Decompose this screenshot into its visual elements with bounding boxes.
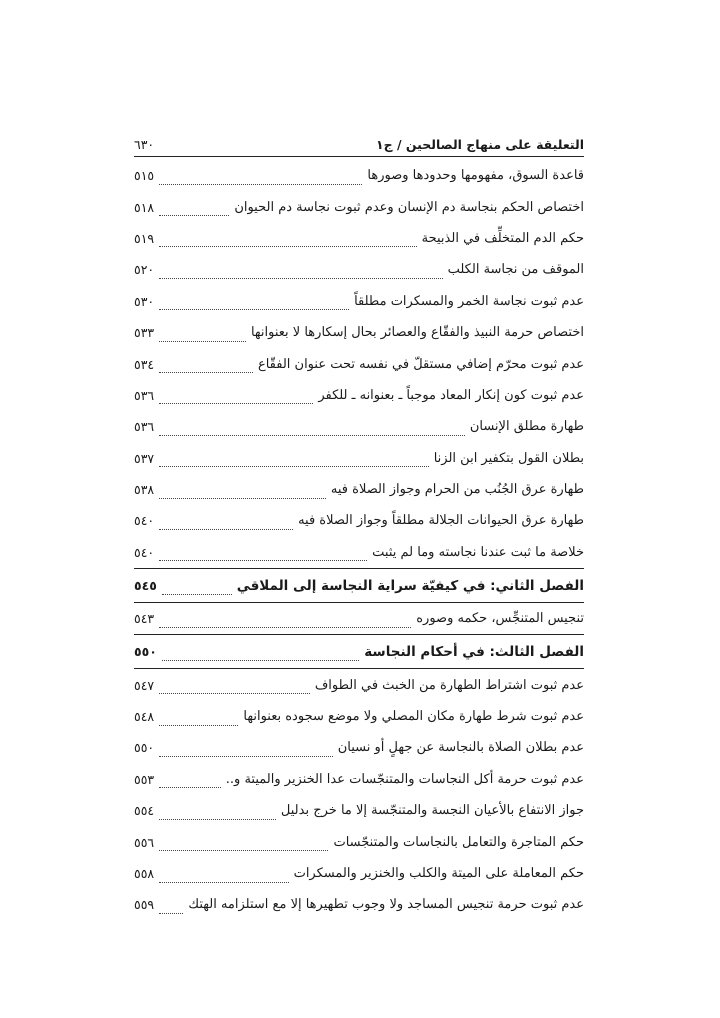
entry-page-number: ٥٣٧ [134,450,155,466]
entry-page-number: ٥٤٣ [134,611,155,627]
toc-entry [134,669,584,700]
toc-entry [134,505,584,536]
entry-page-number: ٥٥٨ [134,866,155,881]
leader-dots [159,202,229,216]
leader-dots [162,647,359,662]
entry-title: طهارة عرق الجُنُب من الحرام وجواز الصلاة فيه [330,482,584,498]
entry-page-number: ٥٤٨ [134,709,155,725]
leader-dots [159,390,313,404]
toc-entry [134,826,584,857]
entry-title: عدم ثبوت نجاسة الخمر والمسكرات مطلقاً [354,293,584,309]
entry-page-number: ٥٤٥ [134,578,157,594]
leader-dots [159,296,349,310]
chapter-heading-row [134,635,584,668]
entry-page-number: ٥٢٠ [134,262,155,278]
entry-page-number: ٥٥٠ [134,644,157,660]
leader-dots [159,837,328,851]
toc-entry [134,411,584,442]
leader-dots [159,171,362,185]
leader-dots [159,900,183,914]
entry-title: حكم المعاملة على الميتة والكلب والخنزير والمسكرات [293,866,584,881]
toc-entry [134,380,584,411]
entry-title: اختصاص حرمة النبيذ والفقّاع والعصائر بحال إسكارها لا بعنوانها [250,325,584,341]
entry-title: حكم المتاجرة والتعامل بالنجاسات والمتنجّسات [333,834,584,850]
entry-page-number: ٥٥٩ [134,897,155,913]
page-number: ٦٣٠ [134,137,155,152]
entry-page-number: ٥٣٤ [134,356,155,372]
leader-dots [159,453,429,467]
entry-page-number: ٥٤٧ [134,677,155,693]
entry-page-number: ٥١٨ [134,199,155,215]
entry-title: قاعدة السوق، مفهومها وحدودها وصورها [367,168,584,184]
entry-title: طهارة عرق الحيوانات الجلالة مطلقاً وجواز الصلاة فيه [298,513,584,529]
toc-entry [134,223,584,254]
leader-dots [159,265,442,279]
leader-dots [159,328,246,342]
entry-title: جواز الانتفاع بالأعيان النجسة والمتنجّسة إلا ما خرج بدليل [280,803,584,819]
header-rule [134,156,584,157]
entry-page-number: ٥٣٠ [134,293,155,309]
toc-entry [134,443,584,474]
entry-title: الموقف من نجاسة الكلب [447,262,584,278]
toc-entry [134,701,584,732]
toc-entry [134,160,584,191]
leader-dots [159,547,367,561]
leader-dots [159,359,253,373]
leader-dots [159,422,465,436]
entry-title: بطلان القول بتكفير ابن الزنا [433,450,584,466]
entry-page-number: ٥٤٠ [134,513,155,529]
entry-page-number: ٥٣٦ [134,387,155,403]
toc-entry [134,732,584,763]
chapter-title: الفصل الثاني: في كيفيّة سراية النجاسة إلى الملاقي [236,577,584,594]
entry-page-number: ٥٥٦ [134,834,155,850]
leader-dots [159,743,333,757]
entry-title: اختصاص الحكم بنجاسة دم الإنسان وعدم ثبوت نجاسة دم الحيوان [234,199,584,215]
leader-dots [162,580,232,595]
running-header [134,130,584,152]
leader-dots [159,680,310,694]
entry-page-number: ٥٥٣ [134,771,155,787]
entry-title: عدم ثبوت شرط طهارة مكان المصلي ولا موضع سجوده بعنوانها [243,709,584,725]
entry-page-number: ٥٤٠ [134,544,155,560]
table-of-contents [134,160,584,921]
entry-title: عدم ثبوت محرّم إضافي مستقلّ في نفسه تحت عنوان الفقّاع [257,356,584,372]
leader-dots [159,614,411,628]
book-title: التعليقة على منهاج الصالحين / ج١ [375,137,584,152]
toc-entry [134,889,584,920]
chapter-heading-row [134,569,584,602]
chapter-title: الفصل الثالث: في أحكام النجاسة [364,643,584,660]
toc-entry [134,254,584,285]
entry-page-number: ٥٥٠ [134,740,155,756]
toc-entry [134,764,584,795]
toc-entry [134,348,584,379]
leader-dots [159,516,293,530]
toc-entry [134,858,584,889]
entry-page-number: ٥٣٨ [134,482,155,498]
leader-dots [159,774,221,788]
entry-page-number: ٥٣٣ [134,325,155,341]
entry-title: تنجيس المتنجِّس، حكمه وصوره [416,611,584,627]
toc-entry [134,286,584,317]
toc-entry [134,537,584,568]
entry-title: حكم الدم المتخلِّف في الذبيحة [421,230,584,246]
entry-title: عدم ثبوت حرمة أكل النجاسات والمتنجّسات عدا الخنزير والميتة و.. [225,771,584,787]
leader-dots [159,485,326,499]
entry-title: عدم ثبوت اشتراط الطهارة من الخبث في الطواف [314,677,584,693]
toc-entry [134,317,584,348]
toc-entry [134,603,584,634]
entry-title: طهارة مطلق الإنسان [469,419,584,435]
entry-page-number: ٥٥٤ [134,803,155,819]
leader-dots [159,233,416,247]
entry-page-number: ٥١٥ [134,168,155,184]
leader-dots [159,806,276,820]
toc-entry [134,795,584,826]
entry-title: عدم ثبوت كون إنكار المعاد موجباً ـ بعنوانه ـ للكفر [318,387,584,403]
entry-title: عدم بطلان الصلاة بالنجاسة عن جهلٍ أو نسيان [337,740,584,756]
toc-entry [134,474,584,505]
entry-title: عدم ثبوت حرمة تنجيس المساجد ولا وجوب تطهيرها إلا مع استلزامه الهتك [188,897,584,913]
entry-page-number: ٥١٩ [134,230,155,246]
entry-page-number: ٥٣٦ [134,419,155,435]
toc-entry [134,191,584,222]
leader-dots [159,712,238,726]
entry-title: خلاصة ما ثبت عندنا نجاسته وما لم يثبت [372,544,584,560]
leader-dots [159,869,288,883]
